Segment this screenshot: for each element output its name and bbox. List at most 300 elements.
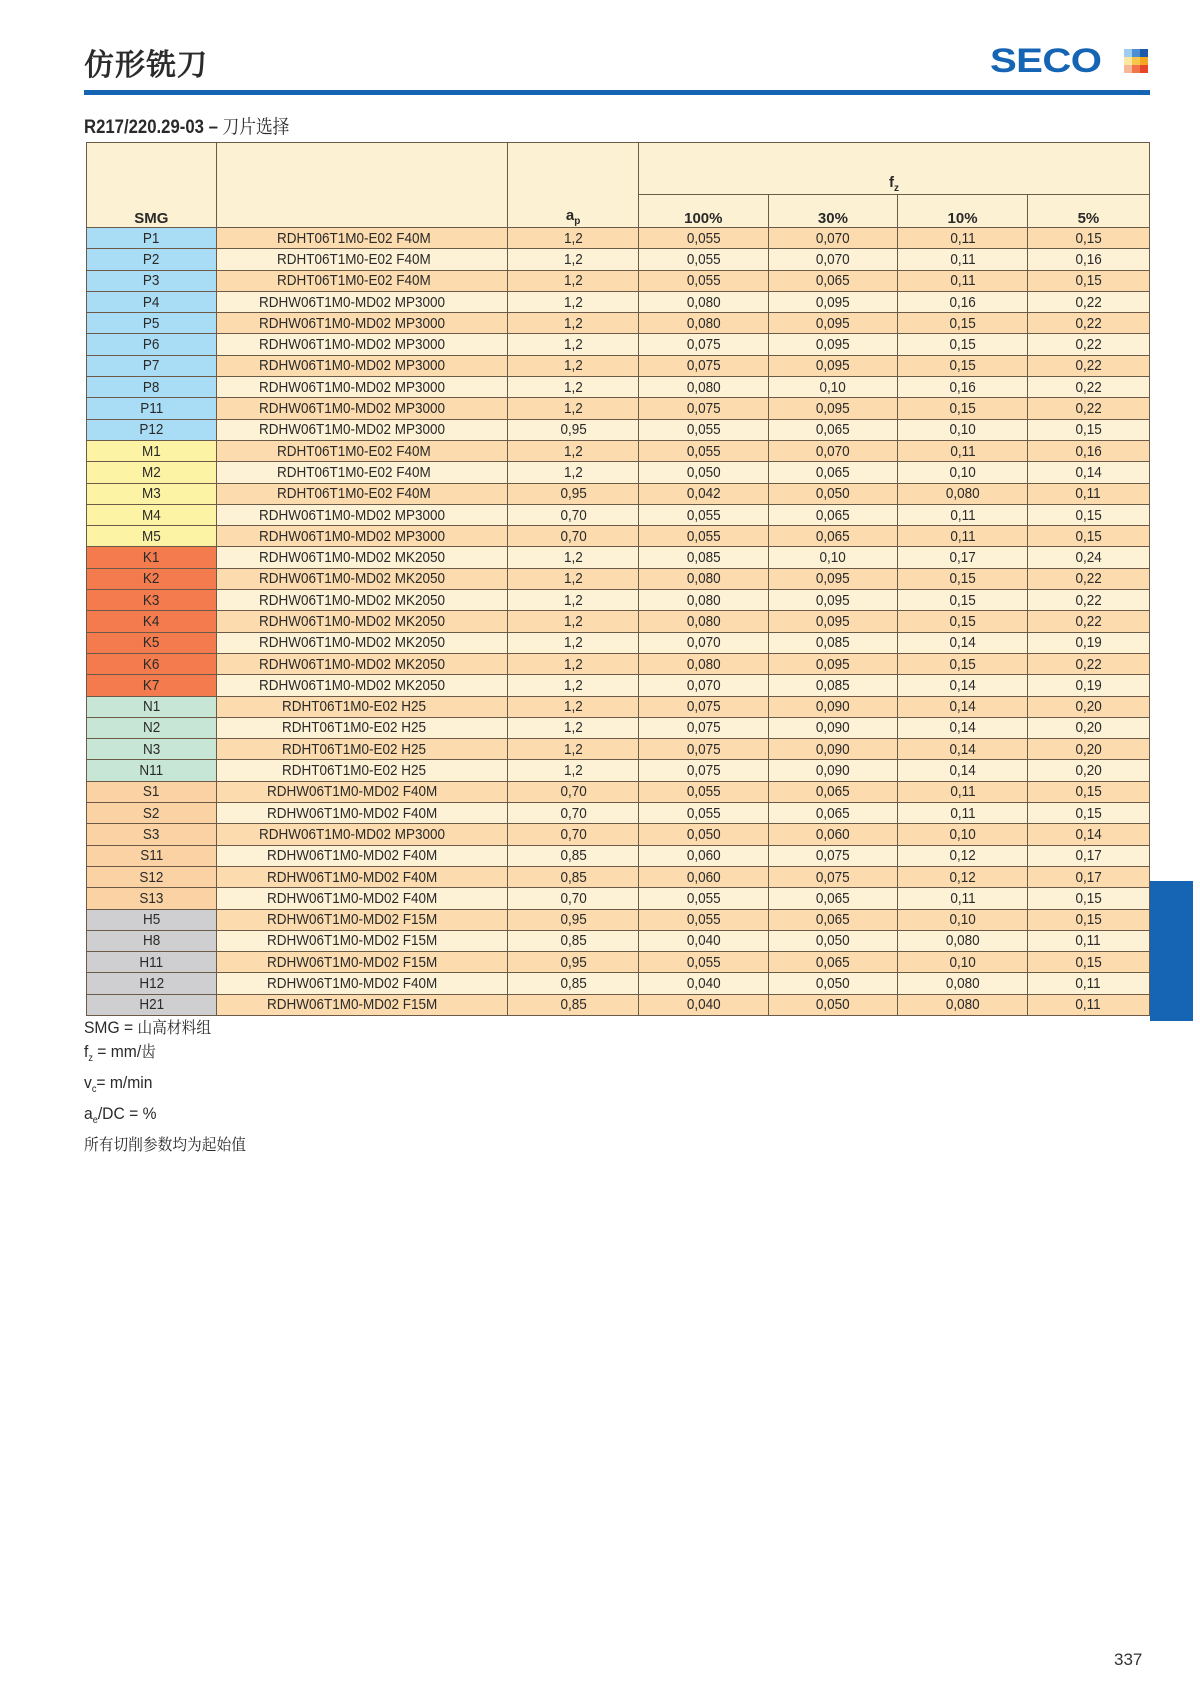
fz-10-cell: 0,14 — [898, 632, 1028, 653]
fz-100-cell: 0,080 — [639, 377, 769, 398]
legend-vc: $v_c= m/\min$ — [84, 1073, 153, 1095]
insert-cell: RDHW06T1M0-MD02 MK2050 — [216, 547, 508, 568]
fz-5-cell: 0,22 — [1027, 355, 1149, 376]
fz-30-cell: 0,060 — [768, 824, 898, 845]
table-row — [87, 632, 1150, 653]
fz-30-cell: 0,065 — [768, 888, 898, 909]
fz-100-cell: 0,080 — [639, 653, 769, 674]
fz-5-cell: 0,15 — [1027, 781, 1149, 802]
fz-100-cell: 0,080 — [639, 590, 769, 611]
fz-100-cell: 0,042 — [639, 483, 769, 504]
table-row — [87, 696, 1150, 717]
fz-5-cell: 0,19 — [1027, 675, 1149, 696]
fz-30-cell: 0,050 — [768, 994, 898, 1015]
ap-cell: 1,2 — [508, 611, 639, 632]
smg-cell: M2 — [87, 462, 217, 483]
smg-cell: M5 — [87, 526, 217, 547]
fz-30-cell: 0,095 — [768, 398, 898, 419]
smg-cell: M1 — [87, 440, 217, 461]
smg-cell: P2 — [87, 249, 217, 270]
fz-100-cell: 0,055 — [639, 781, 769, 802]
header-fz-100: 100% — [639, 195, 769, 228]
insert-cell: RDHT06T1M0-E02 F40M — [216, 228, 508, 249]
fz-10-cell: 0,10 — [898, 462, 1028, 483]
smg-cell: P12 — [87, 419, 217, 440]
fz-100-cell: 0,075 — [639, 696, 769, 717]
insert-cell: RDHW06T1M0-MD02 F40M — [216, 803, 508, 824]
table-row — [87, 547, 1150, 568]
fz-30-cell: 0,095 — [768, 653, 898, 674]
fz-100-cell: 0,055 — [639, 228, 769, 249]
fz-5-cell: 0,22 — [1027, 377, 1149, 398]
fz-10-cell: 0,11 — [898, 228, 1028, 249]
smg-cell: P3 — [87, 270, 217, 291]
fz-100-cell: 0,075 — [639, 717, 769, 738]
header-smg: SMG — [87, 143, 217, 228]
fz-100-cell: 0,055 — [639, 526, 769, 547]
table-row — [87, 398, 1150, 419]
legend-smg: SMG = 山高材料组 — [84, 1018, 212, 1037]
table-row — [87, 803, 1150, 824]
fz-10-cell: 0,11 — [898, 781, 1028, 802]
insert-cell: RDHW06T1M0-MD02 MK2050 — [216, 675, 508, 696]
fz-5-cell: 0,15 — [1027, 909, 1149, 930]
fz-30-cell: 0,090 — [768, 739, 898, 760]
ap-cell: 1,2 — [508, 377, 639, 398]
fz-10-cell: 0,15 — [898, 568, 1028, 589]
table-row — [87, 270, 1150, 291]
ap-cell: 0,70 — [508, 504, 639, 525]
fz-100-cell: 0,080 — [639, 568, 769, 589]
smg-cell: N1 — [87, 696, 217, 717]
table-row — [87, 440, 1150, 461]
table-row — [87, 462, 1150, 483]
fz-100-cell: 0,070 — [639, 675, 769, 696]
ap-cell: 1,2 — [508, 653, 639, 674]
insert-cell: RDHW06T1M0-MD02 MK2050 — [216, 653, 508, 674]
insert-cell: RDHT06T1M0-E02 H25 — [216, 739, 508, 760]
fz-100-cell: 0,055 — [639, 952, 769, 973]
ap-cell: 1,2 — [508, 270, 639, 291]
fz-30-cell: 0,095 — [768, 611, 898, 632]
fz-5-cell: 0,15 — [1027, 888, 1149, 909]
fz-10-cell: 0,080 — [898, 994, 1028, 1015]
legend-note: 所有切削参数均为起始值 — [84, 1135, 246, 1154]
fz-30-cell: 0,095 — [768, 590, 898, 611]
ap-cell: 1,2 — [508, 568, 639, 589]
smg-cell: K2 — [87, 568, 217, 589]
fz-10-cell: 0,080 — [898, 483, 1028, 504]
fz-10-cell: 0,080 — [898, 973, 1028, 994]
ap-cell: 1,2 — [508, 440, 639, 461]
smg-cell: S12 — [87, 866, 217, 887]
table-row — [87, 973, 1150, 994]
smg-cell: S13 — [87, 888, 217, 909]
fz-100-cell: 0,060 — [639, 845, 769, 866]
fz-5-cell: 0,22 — [1027, 568, 1149, 589]
fz-100-cell: 0,055 — [639, 440, 769, 461]
fz-10-cell: 0,12 — [898, 866, 1028, 887]
fz-10-cell: 0,14 — [898, 717, 1028, 738]
fz-10-cell: 0,14 — [898, 675, 1028, 696]
fz-10-cell: 0,15 — [898, 611, 1028, 632]
ap-cell: 0,85 — [508, 845, 639, 866]
fz-10-cell: 0,11 — [898, 888, 1028, 909]
insert-cell: RDHW06T1M0-MD02 MP3000 — [216, 419, 508, 440]
fz-10-cell: 0,10 — [898, 824, 1028, 845]
insert-cell: RDHW06T1M0-MD02 F40M — [216, 845, 508, 866]
header-insert — [216, 143, 508, 228]
legend-fz: $f_z = mm/$齿 — [84, 1042, 156, 1064]
table-row — [87, 313, 1150, 334]
fz-100-cell: 0,040 — [639, 973, 769, 994]
table-row — [87, 653, 1150, 674]
fz-10-cell: 0,11 — [898, 504, 1028, 525]
table-row — [87, 675, 1150, 696]
fz-100-cell: 0,050 — [639, 462, 769, 483]
table-row — [87, 717, 1150, 738]
table-row — [87, 845, 1150, 866]
insert-cell: RDHT06T1M0-E02 F40M — [216, 249, 508, 270]
ap-cell: 0,95 — [508, 952, 639, 973]
fz-100-cell: 0,075 — [639, 760, 769, 781]
smg-cell: H12 — [87, 973, 217, 994]
fz-100-cell: 0,080 — [639, 291, 769, 312]
table-row — [87, 483, 1150, 504]
fz-30-cell: 0,065 — [768, 504, 898, 525]
fz-10-cell: 0,10 — [898, 419, 1028, 440]
fz-30-cell: 0,095 — [768, 291, 898, 312]
fz-30-cell: 0,050 — [768, 973, 898, 994]
ap-cell: 1,2 — [508, 696, 639, 717]
ap-cell: 1,2 — [508, 760, 639, 781]
table-row — [87, 590, 1150, 611]
fz-100-cell: 0,040 — [639, 930, 769, 951]
fz-30-cell: 0,10 — [768, 547, 898, 568]
fz-30-cell: 0,065 — [768, 952, 898, 973]
smg-cell: H21 — [87, 994, 217, 1015]
fz-5-cell: 0,22 — [1027, 398, 1149, 419]
smg-cell: M4 — [87, 504, 217, 525]
smg-cell: K7 — [87, 675, 217, 696]
ap-cell: 1,2 — [508, 717, 639, 738]
fz-30-cell: 0,095 — [768, 334, 898, 355]
fz-100-cell: 0,080 — [639, 611, 769, 632]
fz-5-cell: 0,20 — [1027, 760, 1149, 781]
insert-cell: RDHT06T1M0-E02 H25 — [216, 696, 508, 717]
fz-100-cell: 0,080 — [639, 313, 769, 334]
insert-cell: RDHT06T1M0-E02 F40M — [216, 483, 508, 504]
table-row — [87, 419, 1150, 440]
fz-30-cell: 0,065 — [768, 803, 898, 824]
ap-cell: 1,2 — [508, 632, 639, 653]
ap-cell: 0,70 — [508, 781, 639, 802]
fz-10-cell: 0,15 — [898, 398, 1028, 419]
ap-cell: 1,2 — [508, 462, 639, 483]
fz-100-cell: 0,040 — [639, 994, 769, 1015]
fz-5-cell: 0,22 — [1027, 313, 1149, 334]
fz-10-cell: 0,11 — [898, 270, 1028, 291]
insert-cell: RDHT06T1M0-E02 F40M — [216, 462, 508, 483]
insert-cell: RDHW06T1M0-MD02 MP3000 — [216, 398, 508, 419]
smg-cell: H5 — [87, 909, 217, 930]
insert-cell: RDHW06T1M0-MD02 F40M — [216, 781, 508, 802]
fz-30-cell: 0,095 — [768, 568, 898, 589]
fz-10-cell: 0,11 — [898, 526, 1028, 547]
fz-100-cell: 0,055 — [639, 803, 769, 824]
table-body — [87, 228, 1150, 1016]
ap-cell: 1,2 — [508, 291, 639, 312]
fz-100-cell: 0,075 — [639, 739, 769, 760]
insert-cell: RDHW06T1M0-MD02 F15M — [216, 930, 508, 951]
page-number: 337 — [1114, 1650, 1143, 1669]
fz-100-cell: 0,070 — [639, 632, 769, 653]
fz-5-cell: 0,11 — [1027, 483, 1149, 504]
fz-100-cell: 0,075 — [639, 398, 769, 419]
smg-cell: K1 — [87, 547, 217, 568]
insert-cell: RDHW06T1M0-MD02 MP3000 — [216, 526, 508, 547]
fz-5-cell: 0,15 — [1027, 270, 1149, 291]
smg-cell: P11 — [87, 398, 217, 419]
table-row — [87, 377, 1150, 398]
page-title: 仿形铣刀 — [84, 48, 208, 83]
fz-10-cell: 0,16 — [898, 377, 1028, 398]
fz-30-cell: 0,070 — [768, 228, 898, 249]
header-fz: $f_z$ — [639, 143, 1150, 195]
ap-cell: 1,2 — [508, 590, 639, 611]
insert-cell: RDHT06T1M0-E02 H25 — [216, 717, 508, 738]
table-row — [87, 568, 1150, 589]
insert-cell: RDHW06T1M0-MD02 MP3000 — [216, 355, 508, 376]
legend-ae: $a_e/DC$ = % — [84, 1104, 157, 1126]
fz-30-cell: 0,090 — [768, 717, 898, 738]
fz-5-cell: 0,11 — [1027, 973, 1149, 994]
insert-selection-table — [86, 142, 1150, 1016]
table-row — [87, 504, 1150, 525]
fz-10-cell: 0,11 — [898, 249, 1028, 270]
smg-cell: H8 — [87, 930, 217, 951]
fz-30-cell: 0,065 — [768, 526, 898, 547]
ap-cell: 1,2 — [508, 398, 639, 419]
ap-cell: 1,2 — [508, 334, 639, 355]
table-row — [87, 611, 1150, 632]
table-row — [87, 334, 1150, 355]
section-code: R217/220.29-03 – — [84, 117, 223, 138]
fz-5-cell: 0,16 — [1027, 440, 1149, 461]
ap-cell: 0,70 — [508, 526, 639, 547]
fz-100-cell: 0,050 — [639, 824, 769, 845]
smg-cell: S2 — [87, 803, 217, 824]
fz-10-cell: 0,15 — [898, 313, 1028, 334]
insert-cell: RDHW06T1M0-MD02 MP3000 — [216, 824, 508, 845]
insert-cell: RDHW06T1M0-MD02 F40M — [216, 973, 508, 994]
table-row — [87, 760, 1150, 781]
insert-cell: RDHW06T1M0-MD02 MK2050 — [216, 568, 508, 589]
table-row — [87, 866, 1150, 887]
smg-cell: N11 — [87, 760, 217, 781]
ap-cell: 1,2 — [508, 228, 639, 249]
fz-5-cell: 0,15 — [1027, 419, 1149, 440]
smg-cell: K5 — [87, 632, 217, 653]
fz-10-cell: 0,16 — [898, 291, 1028, 312]
section-title — [84, 112, 289, 139]
insert-cell: RDHW06T1M0-MD02 MP3000 — [216, 334, 508, 355]
fz-30-cell: 0,085 — [768, 632, 898, 653]
table-row — [87, 739, 1150, 760]
fz-30-cell: 0,065 — [768, 419, 898, 440]
smg-cell: P4 — [87, 291, 217, 312]
fz-100-cell: 0,055 — [639, 249, 769, 270]
header-divider — [84, 90, 1150, 95]
header-fz-30: 30% — [768, 195, 898, 228]
fz-10-cell: 0,15 — [898, 355, 1028, 376]
smg-cell: M3 — [87, 483, 217, 504]
fz-5-cell: 0,20 — [1027, 696, 1149, 717]
fz-100-cell: 0,055 — [639, 888, 769, 909]
ap-cell: 0,70 — [508, 888, 639, 909]
smg-cell: H11 — [87, 952, 217, 973]
ap-cell: 0,95 — [508, 483, 639, 504]
ap-cell: 0,85 — [508, 994, 639, 1015]
table-row — [87, 952, 1150, 973]
insert-cell: RDHT06T1M0-E02 F40M — [216, 270, 508, 291]
table-row — [87, 291, 1150, 312]
insert-cell: RDHW06T1M0-MD02 MK2050 — [216, 590, 508, 611]
table-row — [87, 824, 1150, 845]
fz-5-cell: 0,17 — [1027, 866, 1149, 887]
fz-30-cell: 0,095 — [768, 313, 898, 334]
fz-5-cell: 0,17 — [1027, 845, 1149, 866]
fz-30-cell: 0,065 — [768, 462, 898, 483]
fz-30-cell: 0,050 — [768, 930, 898, 951]
fz-10-cell: 0,10 — [898, 909, 1028, 930]
fz-10-cell: 0,14 — [898, 739, 1028, 760]
fz-5-cell: 0,11 — [1027, 994, 1149, 1015]
table-row — [87, 888, 1150, 909]
insert-cell: RDHW06T1M0-MD02 MK2050 — [216, 632, 508, 653]
ap-cell: 1,2 — [508, 547, 639, 568]
fz-30-cell: 0,090 — [768, 760, 898, 781]
smg-cell: P7 — [87, 355, 217, 376]
fz-5-cell: 0,24 — [1027, 547, 1149, 568]
table-row — [87, 526, 1150, 547]
fz-5-cell: 0,22 — [1027, 611, 1149, 632]
fz-5-cell: 0,20 — [1027, 717, 1149, 738]
insert-cell: RDHW06T1M0-MD02 MP3000 — [216, 377, 508, 398]
fz-5-cell: 0,22 — [1027, 334, 1149, 355]
legend — [84, 1016, 260, 1157]
smg-cell: P8 — [87, 377, 217, 398]
insert-cell: RDHW06T1M0-MD02 MP3000 — [216, 291, 508, 312]
table-row — [87, 909, 1150, 930]
fz-30-cell: 0,10 — [768, 377, 898, 398]
fz-30-cell: 0,050 — [768, 483, 898, 504]
fz-5-cell: 0,14 — [1027, 824, 1149, 845]
chapter-side-tab — [1150, 881, 1193, 1021]
smg-cell: K4 — [87, 611, 217, 632]
fz-30-cell: 0,075 — [768, 866, 898, 887]
fz-100-cell: 0,055 — [639, 504, 769, 525]
fz-10-cell: 0,14 — [898, 760, 1028, 781]
section-title-text: 刀片选择 — [222, 116, 290, 138]
fz-30-cell: 0,070 — [768, 440, 898, 461]
fz-30-cell: 0,075 — [768, 845, 898, 866]
ap-cell: 1,2 — [508, 313, 639, 334]
insert-cell: RDHW06T1M0-MD02 F15M — [216, 994, 508, 1015]
fz-5-cell: 0,11 — [1027, 930, 1149, 951]
insert-cell: RDHW06T1M0-MD02 MP3000 — [216, 504, 508, 525]
ap-cell: 1,2 — [508, 355, 639, 376]
insert-cell: RDHW06T1M0-MD02 MK2050 — [216, 611, 508, 632]
fz-100-cell: 0,055 — [639, 909, 769, 930]
table-row — [87, 249, 1150, 270]
fz-5-cell: 0,22 — [1027, 590, 1149, 611]
seco-logo — [990, 42, 1148, 80]
fz-5-cell: 0,15 — [1027, 803, 1149, 824]
table-row — [87, 930, 1150, 951]
insert-cell: RDHW06T1M0-MD02 F40M — [216, 866, 508, 887]
fz-10-cell: 0,14 — [898, 696, 1028, 717]
header-fz-5: 5% — [1027, 195, 1149, 228]
insert-cell: RDHW06T1M0-MD02 F15M — [216, 909, 508, 930]
fz-100-cell: 0,075 — [639, 355, 769, 376]
table-row — [87, 994, 1150, 1015]
ap-cell: 1,2 — [508, 739, 639, 760]
fz-5-cell: 0,20 — [1027, 739, 1149, 760]
fz-100-cell: 0,055 — [639, 270, 769, 291]
fz-5-cell: 0,16 — [1027, 249, 1149, 270]
ap-cell: 0,95 — [508, 419, 639, 440]
header-ap: $a_p$ — [508, 143, 639, 228]
fz-5-cell: 0,14 — [1027, 462, 1149, 483]
brand-name: SECO — [990, 42, 1102, 80]
fz-5-cell: 0,15 — [1027, 228, 1149, 249]
smg-cell: P5 — [87, 313, 217, 334]
fz-10-cell: 0,17 — [898, 547, 1028, 568]
smg-cell: S11 — [87, 845, 217, 866]
insert-cell: RDHT06T1M0-E02 H25 — [216, 760, 508, 781]
smg-cell: K3 — [87, 590, 217, 611]
smg-cell: P6 — [87, 334, 217, 355]
fz-30-cell: 0,085 — [768, 675, 898, 696]
smg-cell: P1 — [87, 228, 217, 249]
fz-100-cell: 0,085 — [639, 547, 769, 568]
ap-cell: 0,85 — [508, 973, 639, 994]
fz-30-cell: 0,065 — [768, 781, 898, 802]
fz-10-cell: 0,11 — [898, 803, 1028, 824]
fz-10-cell: 0,10 — [898, 952, 1028, 973]
ap-cell: 0,70 — [508, 824, 639, 845]
fz-5-cell: 0,15 — [1027, 526, 1149, 547]
fz-100-cell: 0,055 — [639, 419, 769, 440]
smg-cell: K6 — [87, 653, 217, 674]
table-row — [87, 355, 1150, 376]
fz-100-cell: 0,060 — [639, 866, 769, 887]
table-row — [87, 228, 1150, 249]
smg-cell: S3 — [87, 824, 217, 845]
fz-5-cell: 0,22 — [1027, 653, 1149, 674]
ap-cell: 0,70 — [508, 803, 639, 824]
header-fz-10: 10% — [898, 195, 1028, 228]
fz-10-cell: 0,11 — [898, 440, 1028, 461]
ap-cell: 1,2 — [508, 249, 639, 270]
fz-30-cell: 0,070 — [768, 249, 898, 270]
fz-30-cell: 0,095 — [768, 355, 898, 376]
smg-cell: S1 — [87, 781, 217, 802]
ap-cell: 1,2 — [508, 675, 639, 696]
ap-cell: 0,85 — [508, 930, 639, 951]
insert-cell: RDHW06T1M0-MD02 MP3000 — [216, 313, 508, 334]
